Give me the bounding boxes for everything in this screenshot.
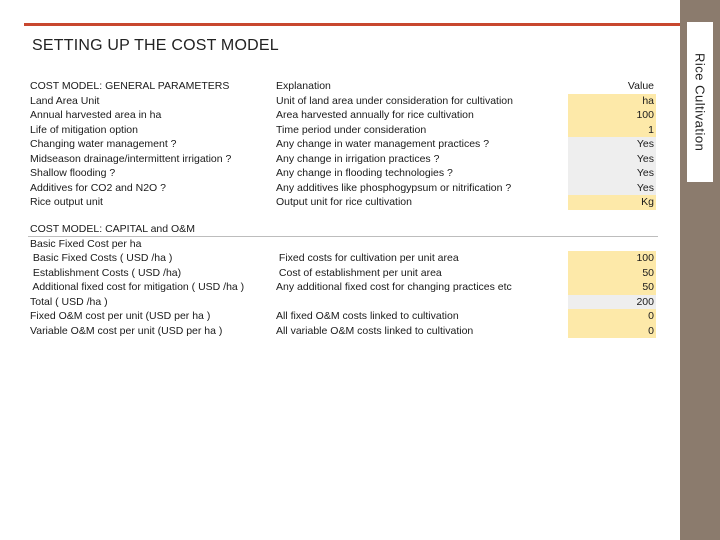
explanation-cell: Any additives like phosphogypsum or nitrification ? <box>276 181 512 194</box>
param-cell: Annual harvested area in ha <box>30 109 162 121</box>
param-cell: Establishment Costs ( USD /ha) <box>30 266 182 279</box>
table-row <box>28 280 658 295</box>
table-row <box>28 166 658 181</box>
table-row <box>28 94 658 109</box>
value-cell: 200 <box>568 295 656 310</box>
explanation-cell: All variable O&M costs linked to cultivation <box>276 324 474 337</box>
value-cell[interactable]: 100 <box>568 108 656 123</box>
param-cell: Additives for CO2 and N2O ? <box>30 181 166 194</box>
table-row <box>28 195 658 210</box>
table-row <box>28 123 658 138</box>
explanation-cell: Any change in irrigation practices ? <box>276 152 440 165</box>
value-cell[interactable]: 50 <box>568 266 656 281</box>
value-header: Value <box>627 80 654 92</box>
value-cell[interactable]: ha <box>568 94 656 109</box>
table-row <box>28 309 658 324</box>
page-title: SETTING UP THE COST MODEL <box>32 37 279 54</box>
explanation-cell: All fixed O&M costs linked to cultivation <box>276 310 459 322</box>
table-row <box>28 251 658 266</box>
param-cell: Fixed O&M cost per unit (USD per ha ) <box>30 310 211 322</box>
table-row <box>28 181 658 196</box>
table-row <box>28 152 658 167</box>
explanation-header: Explanation <box>276 80 331 92</box>
explanation-cell: Output unit for rice cultivation <box>276 196 412 208</box>
title-accent-rule <box>24 23 680 26</box>
explanation-cell: Any change in water management practices ? <box>276 138 490 150</box>
explanation-cell: Area harvested annually for rice cultivation <box>276 109 474 121</box>
param-cell: Total ( USD /ha ) <box>30 295 108 308</box>
value-cell[interactable]: Yes <box>568 181 656 196</box>
capital-header-row <box>28 222 658 237</box>
param-cell: Additional fixed cost for mitigation ( USD /ha ) <box>30 281 245 293</box>
explanation-cell: Any additional fixed cost for changing practices etc <box>276 281 512 293</box>
param-cell: Changing water management ? <box>30 138 177 150</box>
explanation-cell: Time period under consideration <box>276 123 427 136</box>
table-row <box>28 266 658 281</box>
capital-header-label: COST MODEL: CAPITAL and O&M <box>30 223 195 235</box>
value-cell[interactable]: 50 <box>568 280 656 295</box>
value-cell[interactable]: 100 <box>568 251 656 266</box>
param-cell: Life of mitigation option <box>30 123 138 136</box>
table-row <box>28 324 658 339</box>
general-header-row <box>28 79 658 94</box>
param-cell: Rice output unit <box>30 196 103 208</box>
general-header-label: COST MODEL: GENERAL PARAMETERS <box>30 80 230 92</box>
param-cell: Shallow flooding ? <box>30 167 116 179</box>
table-row <box>28 108 658 123</box>
table-row <box>28 137 658 152</box>
value-cell[interactable]: Kg <box>568 195 656 210</box>
value-cell[interactable]: Yes <box>568 152 656 167</box>
capital-subheader-row <box>28 237 658 252</box>
explanation-cell: Any change in flooding technologies ? <box>276 167 453 179</box>
explanation-cell: Unit of land area under consideration for cultivation <box>276 94 513 107</box>
side-title-box <box>687 22 713 182</box>
explanation-cell: Fixed costs for cultivation per unit area <box>276 252 459 264</box>
value-cell[interactable]: Yes <box>568 137 656 152</box>
explanation-cell: Cost of establishment per unit area <box>276 266 442 279</box>
value-cell[interactable]: 1 <box>568 123 656 138</box>
param-cell: Midseason drainage/intermittent irrigation ? <box>30 152 232 165</box>
value-cell[interactable]: Yes <box>568 166 656 181</box>
side-title: Rice Cultivation <box>692 52 708 152</box>
param-cell: Basic Fixed Costs ( USD /ha ) <box>30 252 173 264</box>
value-cell[interactable]: 0 <box>568 324 656 339</box>
table-row <box>28 295 658 310</box>
param-cell: Variable O&M cost per unit (USD per ha ) <box>30 324 223 337</box>
capital-subheader-label: Basic Fixed Cost per ha <box>30 238 142 250</box>
param-cell: Land Area Unit <box>30 94 100 107</box>
value-cell[interactable]: 0 <box>568 309 656 324</box>
